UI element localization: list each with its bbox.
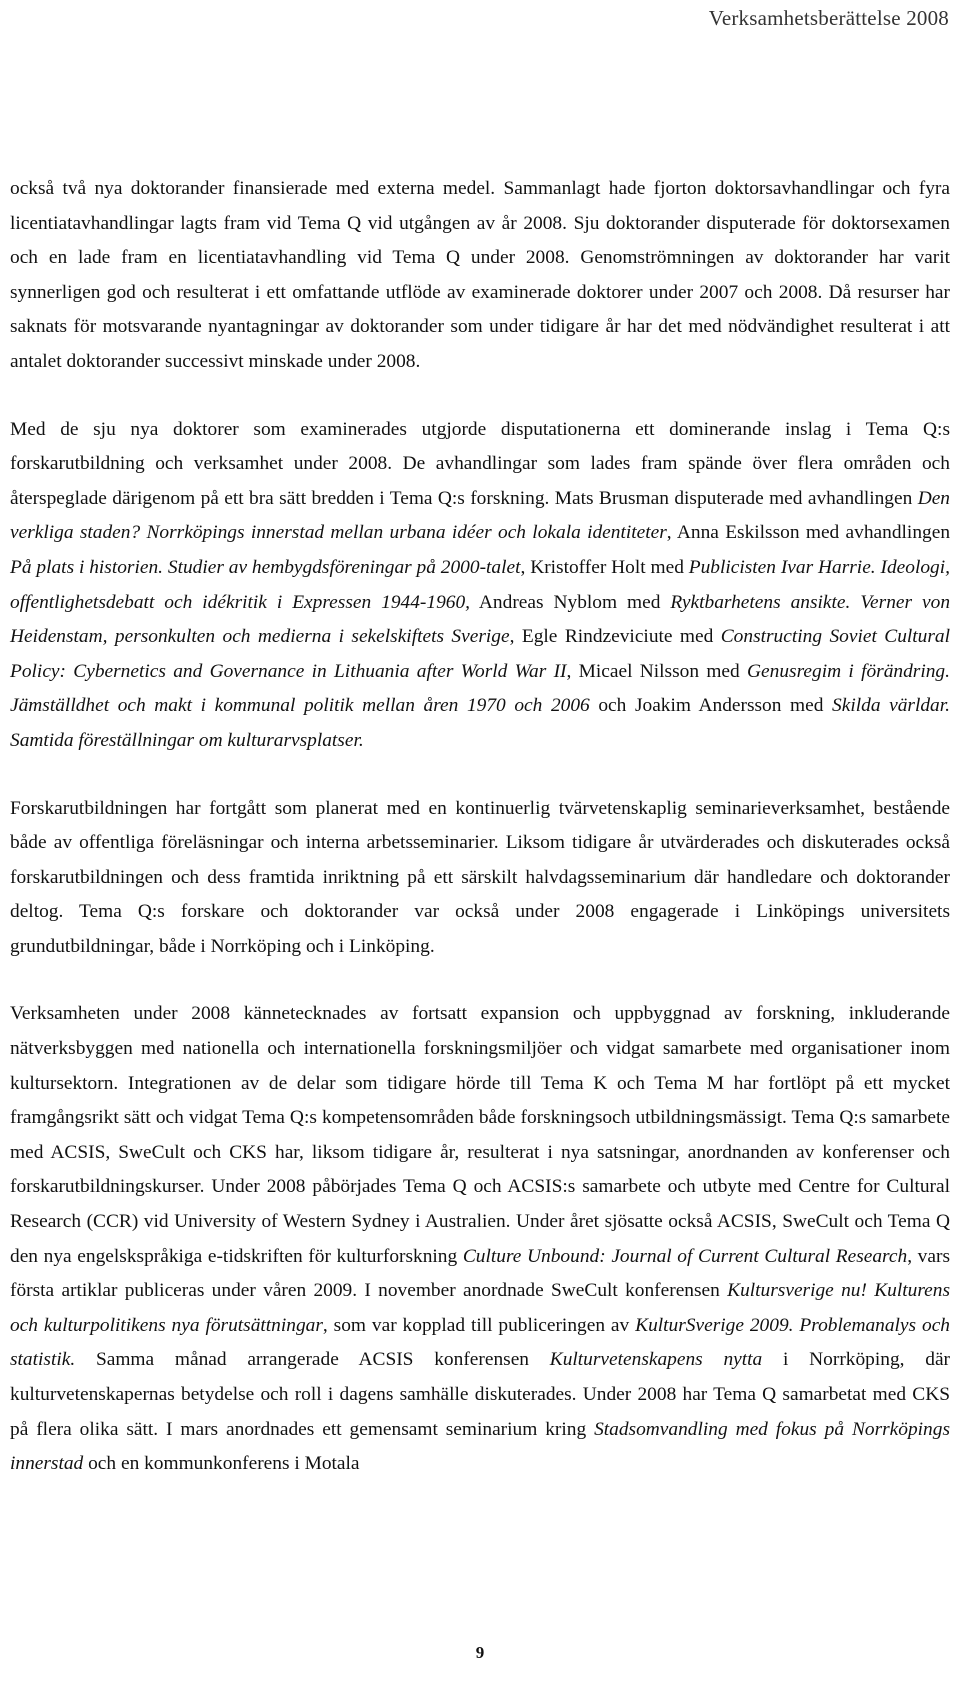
- italic-title-text: Genusregim i förändring.: [747, 660, 950, 682]
- italic-title-text: På plats i historien.: [10, 556, 164, 578]
- italic-title-text: Ideologi, offentlighetsdebatt och idékritik i Expressen 1944-1960,: [10, 556, 950, 613]
- paragraph-text: Verksamheten under 2008 kännetecknades av fortsatt expansion och uppbyggnad av forskning, inkluderande nätverksbyggen med nationella och internationella forskningsmiljöer och vidgat samarbete med organisationer inom kultursektorn. Integrationen av de delar som tidigare hörde till Tema K och Tema M har fortlöpt på ett mycket framgångsrikt sätt och vidgat Tema Q:s kompetensområden både forskningsoch utbildningsmässigt. Tema Q:s samarbete med ACSIS, SweCult och CKS har, liksom tidigare år, resulterat i nya satsningar, anordnanden av konferenser och forskarutbildningskurser. Under 2008 påbörjades Tema Q och ACSIS:s samarbete och utbyte med Centre for Cultural Research (CCR) vid University of Western Sydney i Australien. Under året sjösatte också ACSIS, SweCult och Tema Q den nya engelskspråkiga e-tidskriften för kulturforskning: [10, 1003, 950, 1267]
- italic-title-text: Publicisten Ivar Harrie.: [688, 556, 876, 578]
- paragraph-text: Med de sju nya doktorer som examinerades utgjorde disputationerna ett dominerande inslag i Tema Q:s forskarutbildning och verksamhet under 2008. De avhandlingar som lades fram spände över flera områden och återspeglade därigenom på ett bra sätt bredden i Tema Q:s forskning. Mats Brusman disputerade med avhandlingen: [10, 418, 950, 509]
- body-text: [10, 172, 950, 1482]
- page-number: 9: [475, 1643, 485, 1662]
- paragraph: [10, 792, 950, 965]
- paragraph-text: , Anna Eskilsson med avhandlingen: [666, 522, 951, 544]
- italic-title-text: Verner von Heidenstam, personkulten och medierna i sekelskiftets Sverige: [10, 591, 951, 648]
- paragraph: [10, 997, 950, 1481]
- paragraph-text: Andreas Nyblom med: [470, 591, 671, 613]
- italic-title-text: KulturSverige 2009. Problemanalys och statistik.: [10, 1314, 950, 1371]
- paragraph-text: Samma månad arrangerade ACSIS konferensen: [75, 1349, 550, 1371]
- paragraph-text: , som var kopplad till publiceringen av: [322, 1314, 636, 1336]
- paragraph-text: , Kristoffer Holt med: [520, 556, 689, 578]
- paragraph-text: [850, 592, 860, 613]
- paragraph-text: också två nya doktorander finansierade med externa medel. Sammanlagt hade fjorton doktorsavhandlingar och fyra licentiatavhandlingar lagts fram vid Tema Q vid utgången av år 2008. Sju doktorander disputerade för doktorsexamen och en lade fram en licentiatavhandling vid Tema Q under 2008. Genomströmningen av doktorander har varit synnerligen god och resulterat i ett omfattande utflöde av examinerade doktorer under 2007 och 2008. Då resurser har saknats för motsvarande nyantagningar av doktorander som under tidigare år har det med nödvändighet resulterat i att antalet doktorander successivt minskade under 2008.: [10, 178, 950, 372]
- italic-title-text: Ryktbarhetens ansikte.: [670, 591, 851, 613]
- paragraph-text: och en kommunkonferens i Motala: [83, 1453, 360, 1475]
- italic-title-text: Constructing Soviet Cultural Policy: Cybernetics and Governance in Lithuania after World War II: [10, 626, 950, 682]
- italic-title-text: Kulturvetenskapens nytta: [549, 1349, 763, 1371]
- paragraph-text: , vars första artiklar publiceras under våren 2009. I november anordnade SweCult konferensen: [10, 1245, 950, 1302]
- italic-title-text: Skilda världar.: [832, 695, 950, 717]
- italic-title-text: Culture Unbound: Journal of Current Cultural Research: [462, 1245, 908, 1267]
- italic-title-text: Jämställdhet och makt i kommunal politik mellan åren 1970 och 2006: [10, 695, 590, 717]
- italic-title-text: Samtida föreställningar om kulturarvsplatser.: [10, 729, 364, 751]
- running-header-title: Verksamhetsberättelse 2008: [708, 6, 949, 30]
- italic-title-text: Kulturens och kulturpolitikens nya förutsättningar: [10, 1280, 950, 1336]
- italic-title-text: Norrköpings innerstad mellan urbana idéer och lokala identiteter: [146, 522, 667, 544]
- italic-title-text: Studier av hembygdsföreningar på 2000-talet: [167, 556, 521, 578]
- italic-title-text: Kultursverige nu!: [727, 1280, 867, 1302]
- paragraph-text: i Norrköping, där kulturvetenskapernas betydelse och roll i dagens samhälle diskuterades. Under 2008 har Tema Q samarbetat med CKS på flera olika sätt. I mars anordnades ett gemensamt seminarium kring: [10, 1349, 951, 1440]
- italic-title-text: Stadsomvandling med fokus på Norrköpings innerstad: [10, 1418, 950, 1475]
- paragraph: [10, 413, 950, 759]
- paragraph-text: och Joakim Andersson med: [589, 695, 833, 717]
- paragraph: [10, 172, 950, 380]
- paragraph-text: , Micael Nilsson med: [566, 660, 748, 682]
- paragraph-text: , Egle Rindzeviciute med: [509, 626, 721, 648]
- paragraph-text: Forskarutbildningen har fortgått som planerat med en kontinuerlig tvärvetenskaplig seminarieverksamhet, bestående både av offentliga föreläsningar och interna arbetsseminarier. Liksom tidigare år utvärderades och diskuterades också forskarutbildningen och dess framtida inriktning på ett särskilt halvdagsseminarium där handledare och doktorander deltog. Tema Q:s forskare och doktorander var också under 2008 engagerade i Linköpings universitets grundutbildningar, både i Norrköping och i Linköping.: [10, 797, 950, 957]
- italic-title-text: Den verkliga staden?: [10, 487, 950, 544]
